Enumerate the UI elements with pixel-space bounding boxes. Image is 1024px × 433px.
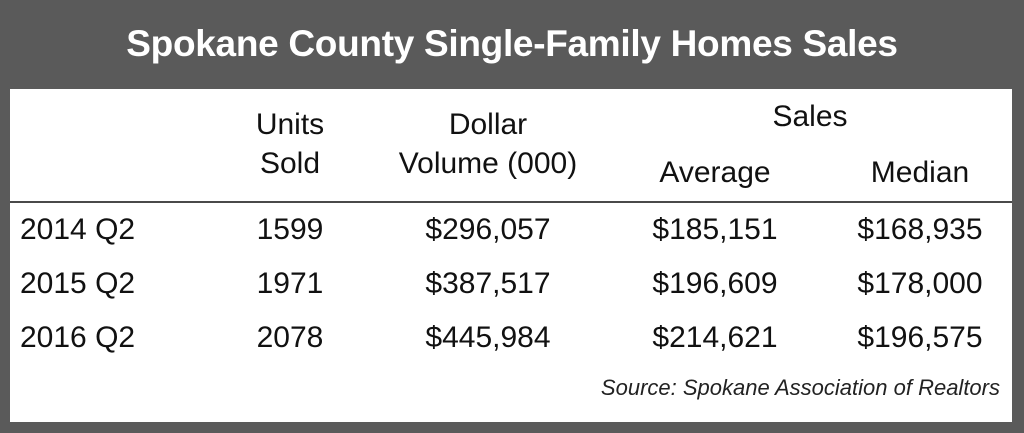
row-2-average: $196,609 (652, 267, 778, 300)
row-2-median: $178,000 (857, 267, 983, 300)
header-divider (10, 201, 1012, 203)
row-1-median: $168,935 (857, 213, 983, 246)
header-dollar-line2: Volume (000) (398, 147, 578, 180)
row-3-dollar-volume: $445,984 (425, 321, 551, 354)
header-dollar-line1: Dollar (448, 108, 528, 141)
title-bar (0, 0, 1024, 88)
table-panel (10, 89, 1012, 422)
row-2-units: 1971 (256, 267, 324, 300)
row-2-dollar-volume: $387,517 (425, 267, 551, 300)
table-title: Spokane County Single-Family Homes Sales (126, 23, 898, 64)
row-3-average: $214,621 (652, 321, 778, 354)
header-median: Median (870, 156, 970, 189)
row-3-period: 2016 Q2 (20, 321, 136, 354)
row-3-median: $196,575 (857, 321, 983, 354)
row-3-units: 2078 (256, 321, 324, 354)
row-2-period: 2015 Q2 (20, 267, 136, 300)
row-1-average: $185,151 (652, 213, 778, 246)
header-units-line1: Units (255, 108, 325, 141)
row-1-period: 2014 Q2 (20, 213, 136, 246)
row-1-units: 1599 (256, 213, 324, 246)
header-sales-group: Sales (772, 100, 848, 133)
source-note: Source: Spokane Association of Realtors (600, 375, 1000, 400)
row-1-dollar-volume: $296,057 (425, 213, 551, 246)
header-average: Average (659, 156, 771, 189)
header-units-line2: Sold (259, 147, 321, 180)
